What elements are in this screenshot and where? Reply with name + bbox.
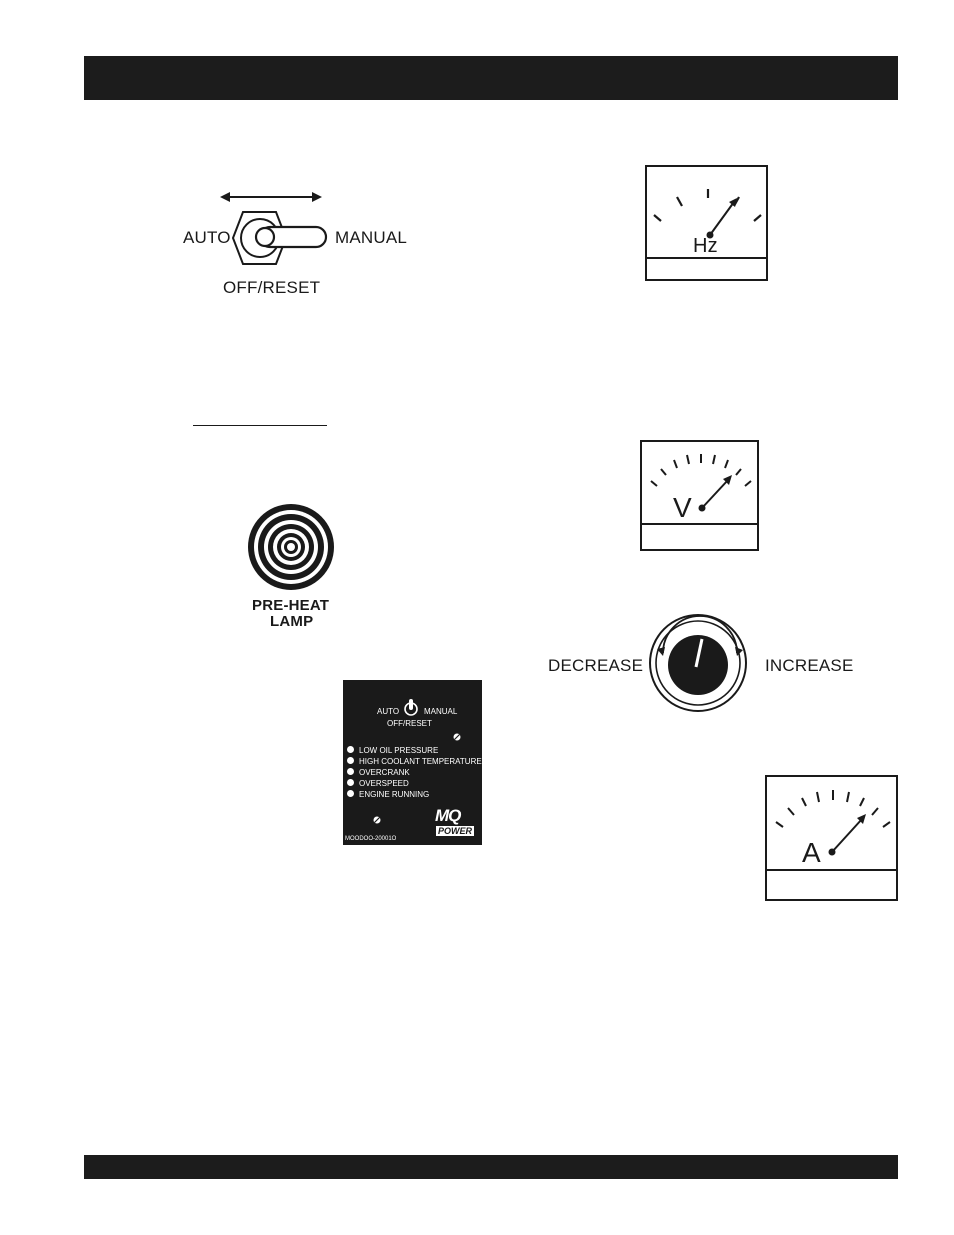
ammeter <box>765 775 898 901</box>
panel-auto-label: AUTO <box>377 707 400 716</box>
switch-auto-label: AUTO <box>183 228 231 247</box>
knob-icon <box>668 635 728 695</box>
indicator-label: ENGINE RUNNING <box>359 790 430 799</box>
ammeter-unit-label: A <box>802 837 821 868</box>
decrease-label: DECREASE <box>548 656 644 675</box>
control-panel <box>343 680 482 845</box>
preheat-lamp-icon <box>247 503 337 593</box>
indicator-label: OVERCRANK <box>359 768 410 777</box>
panel-off-reset-label: OFF/RESET <box>387 719 432 728</box>
preheat-label-line2: LAMP <box>270 613 314 630</box>
ammeter-needle-icon <box>832 819 862 852</box>
mq-logo-text: MQ <box>435 806 461 825</box>
frequency-meter <box>645 165 768 281</box>
arrow-right-icon <box>312 192 322 202</box>
indicator-label: OVERSPEED <box>359 779 409 788</box>
increase-label: INCREASE <box>765 656 854 675</box>
footer-bar <box>84 1155 898 1179</box>
indicator-led <box>347 757 354 764</box>
panel-part-number: MOODOO-20001O <box>345 836 397 842</box>
arrow-left-icon <box>220 192 230 202</box>
indicator-led <box>347 779 354 786</box>
voltage-meter <box>640 440 759 551</box>
frequency-scale-ticks <box>654 189 761 221</box>
preheat-label-line1: PRE-HEAT <box>252 597 330 614</box>
voltage-scale-ticks <box>651 454 751 486</box>
switch-manual-label: MANUAL <box>335 228 408 247</box>
ammeter-scale-ticks <box>776 790 890 827</box>
indicator-label: LOW OIL PRESSURE <box>359 746 439 755</box>
switch-off-reset-label: OFF/RESET <box>223 278 321 297</box>
panel-screw-icon <box>453 733 461 741</box>
voltage-needle-icon <box>702 480 728 508</box>
indicator-led <box>347 768 354 775</box>
indicator-led <box>347 790 354 797</box>
power-switch-icon[interactable] <box>404 699 418 717</box>
underline-rule <box>193 425 327 426</box>
toggle-switch[interactable] <box>220 188 330 278</box>
voltage-adjust-knob[interactable] <box>650 611 760 721</box>
voltage-unit-label: V <box>673 492 692 523</box>
frequency-needle-icon <box>710 202 734 235</box>
power-logo-text: POWER <box>438 826 473 836</box>
header-bar <box>84 56 898 100</box>
panel-manual-label: MANUAL <box>424 707 458 716</box>
indicator-label: HIGH COOLANT TEMPERATURE <box>359 757 482 766</box>
indicator-led <box>347 746 354 753</box>
panel-screw-icon <box>373 816 381 824</box>
frequency-unit-label: Hz <box>693 235 718 257</box>
